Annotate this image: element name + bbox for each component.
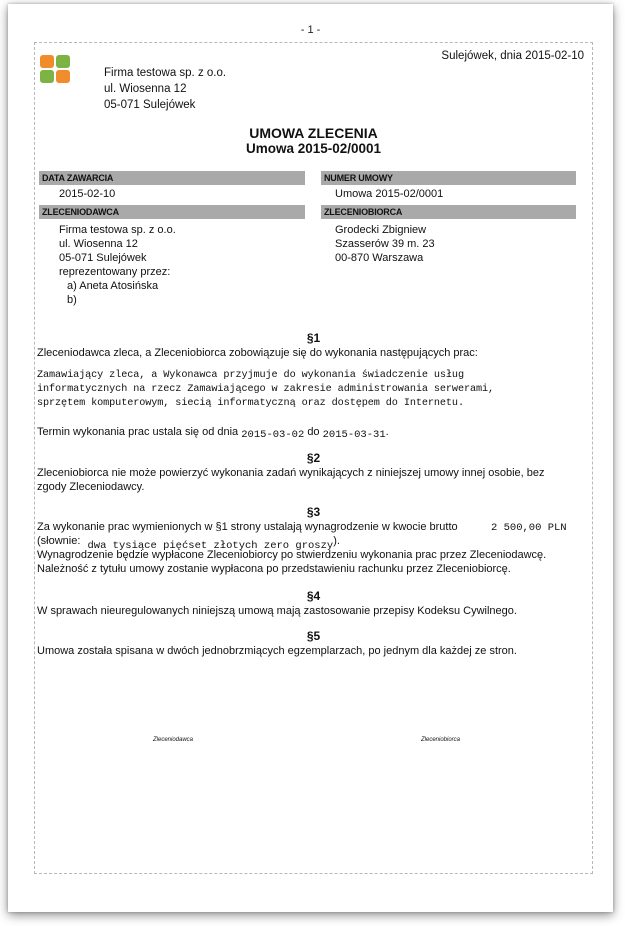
company-header xyxy=(104,65,226,113)
company-logo xyxy=(40,55,72,85)
paragraph-3-words xyxy=(37,534,340,552)
client-line: ul. Wiosenna 12 xyxy=(59,238,138,250)
signature-contractor: Zleceniobiorca xyxy=(421,737,461,743)
term-date-to: 2015-03-31 xyxy=(322,429,386,441)
company-city: 05-071 Sulejówek xyxy=(104,99,196,111)
paragraph-2-line: zgody Zleceniodawcy. xyxy=(37,481,145,493)
page-number: - 1 - xyxy=(300,24,321,36)
paragraph-4-heading: §4 xyxy=(306,589,321,603)
paragraph-3-heading: §3 xyxy=(306,505,321,519)
company-name: Firma testowa sp. z o.o. xyxy=(104,67,227,79)
date-value: 2015-02-10 xyxy=(59,188,116,200)
paragraph-5-heading: §5 xyxy=(306,629,321,643)
representative-a: a) Aneta Atosińska xyxy=(67,280,159,292)
paragraph-1-intro: Zleceniodawca zleca, a Zleceniobiorca zobowiązuje się do wykonania następujących prac: xyxy=(37,347,478,359)
scope-line: Zamawiający zleca, a Wykonawca przyjmuje do wykonania świadczenie usług xyxy=(37,370,464,381)
place-date: Sulejówek, dnia 2015-02-10 xyxy=(441,50,584,62)
paragraph-3-line4: Należność z tytułu umowy zostanie wypłacona po przedstawieniu rachunku przez Zleceniobiorcę. xyxy=(37,563,511,575)
client-line: 05-071 Sulejówek xyxy=(59,252,147,264)
paragraph-4-text: W sprawach nieuregulowanych niniejszą umową mają zastosowanie przepisy Kodeksu Cywilnego. xyxy=(37,605,517,617)
document-page xyxy=(8,4,613,912)
date-label-bar: DATA ZAWARCIA xyxy=(39,171,305,185)
client-line: Firma testowa sp. z o.o. xyxy=(59,224,176,236)
contractor-details xyxy=(335,223,435,265)
document-title: UMOWA ZLECENIA xyxy=(249,125,378,141)
term-end: . xyxy=(385,426,389,438)
paragraph-2-line: Zleceniobiorca nie może powierzyć wykonania zadań wynikających z niniejszej umowy innej osobie, bez xyxy=(37,467,545,479)
client-label-bar: ZLECENIODAWCA xyxy=(39,205,305,219)
page-frame xyxy=(34,42,593,874)
term-date-from: 2015-03-02 xyxy=(241,429,305,441)
signature-client: Zleceniodawca xyxy=(153,737,194,743)
contractor-line: 00-870 Warszawa xyxy=(335,252,424,264)
number-label-bar: NUMER UMOWY xyxy=(321,171,576,185)
paragraph-2-heading: §2 xyxy=(306,451,321,465)
amount-in-words: dwa tysiące pięćset złotych zero groszy xyxy=(87,540,334,552)
paragraph-2-text xyxy=(37,466,544,494)
number-value: Umowa 2015-02/0001 xyxy=(335,188,444,200)
paragraph-5-text: Umowa została spisana w dwóch jednobrzmiących egzemplarzach, po jednym dla każdej ze stron. xyxy=(37,645,517,657)
client-details xyxy=(59,223,176,307)
company-street: ul. Wiosenna 12 xyxy=(104,83,187,95)
scope-line: sprzętem komputerowym, siecią informatyczną oraz dostępem do Internetu. xyxy=(37,398,464,409)
client-line: reprezentowany przez: xyxy=(59,266,171,278)
contractor-line: Szasserów 39 m. 23 xyxy=(335,238,435,250)
representative-b: b) xyxy=(67,294,77,306)
document-subtitle: Umowa 2015-02/0001 xyxy=(245,141,382,156)
words-end: ). xyxy=(333,535,340,547)
contractor-label-bar: ZLECENIOBIORCA xyxy=(321,205,576,219)
term-to: do xyxy=(307,426,320,438)
contractor-line: Grodecki Zbigniew xyxy=(335,224,427,236)
paragraph-1-term xyxy=(37,425,389,440)
paragraph-3-line1: Za wykonanie prac wymienionych w §1 strony ustalają wynagrodzenie w kwocie brutto xyxy=(37,521,458,533)
salary-amount: 2 500,00 PLN xyxy=(491,522,567,534)
paragraph-1-heading: §1 xyxy=(306,331,321,345)
paragraph-1-scope xyxy=(37,369,494,411)
paragraph-3-line3: Wynagrodzenie będzie wypłacone Zleceniobiorcy po stwierdzeniu wykonania prac przez Zleceniodawcę. xyxy=(37,549,547,561)
scope-line: informatycznych na rzecz Zamawiającego w zakresie administrowania serwerami, xyxy=(37,384,495,395)
term-text: Termin wykonania prac ustala się od dnia xyxy=(37,426,239,438)
words-label: (słownie: xyxy=(37,535,81,547)
